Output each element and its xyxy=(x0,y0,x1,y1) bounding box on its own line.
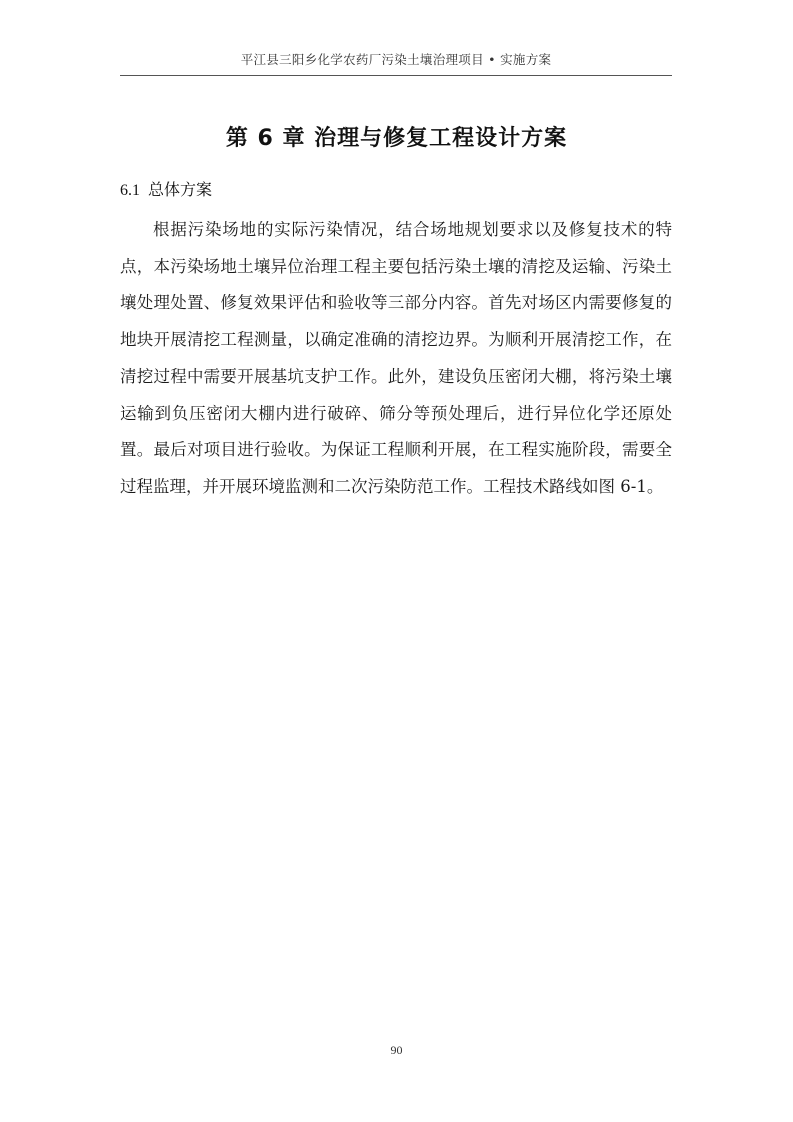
section-number: 6.1 xyxy=(120,182,140,199)
section-heading xyxy=(120,177,212,200)
header-divider xyxy=(120,75,672,76)
section-title: 总体方案 xyxy=(148,180,213,199)
running-header: 平江县三阳乡化学农药厂污染土壤治理项目 • 实施方案 xyxy=(240,52,552,67)
body-paragraph: 根据污染场地的实际污染情况，结合场地规划要求以及修复技术的特点，本污染场地土壤异位治理工程主要包括污染土壤的清挖及运输、污染土壤处理处置、修复效果评估和验收等三部分内容。首先对场区内需要修复的地块开展清挖工程测量，以确定准确的清挖边界。为顺利开展清挖工作，在清挖过程中需要开展基坑支护工作。此外，建设负压密闭大棚，将污染土壤运输到负压密闭大棚内进行破碎、筛分等预处理后，进行异位化学还原处置。最后对项目进行验收。为保证工程顺利开展，在工程实施阶段，需要全过程监理，并开展环境监测和二次污染防范工作。工程技术路线如图 6-1。 xyxy=(120,220,672,496)
chapter-title: 第 6 章 治理与修复工程设计方案 xyxy=(225,126,568,151)
page-number: 90 xyxy=(390,1043,403,1057)
